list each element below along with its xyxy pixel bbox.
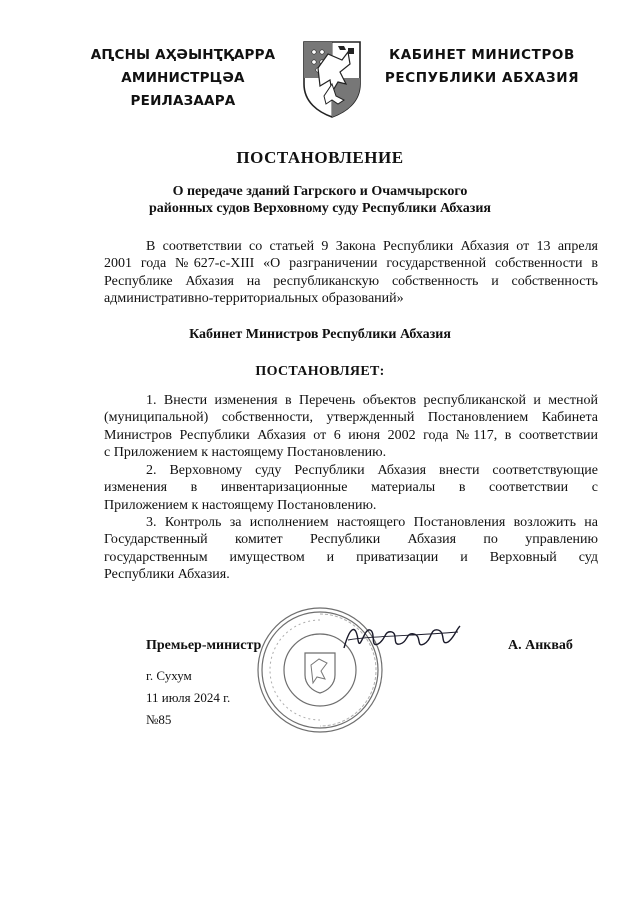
coat-of-arms-icon <box>302 38 362 118</box>
document-subject <box>100 183 540 217</box>
item-1-paragraph <box>104 392 598 462</box>
header-left-line2: АМИНИСТРЦӘА РЕИЛАЗААРА <box>121 70 245 109</box>
item-line: 3. Контроль за исполнением настоящего Постановления возложить на <box>146 515 598 530</box>
item-line: Государственный комитет Республики Абхазия по управлению <box>104 532 598 548</box>
signatory-position: Премьер-министр <box>146 638 262 653</box>
preamble-line: Республике Абхазия на республиканскую собственность и собственность <box>104 273 598 289</box>
item-line: (муниципальной) собственности, утвержденный Постановлением Кабинета <box>104 410 598 426</box>
item-line: изменения в инвентаризационные материалы в соответствии с <box>104 480 598 496</box>
place-of-issue: г. Сухум <box>146 668 192 683</box>
subject-line-1: О передаче зданий Гагрского и Очамчырского <box>172 184 468 199</box>
document-number: №85 <box>146 712 172 727</box>
document-title: ПОСТАНОВЛЕНИЕ <box>236 148 404 167</box>
item-line: 1. Внести изменения в Перечень объектов республиканской и местной <box>146 393 598 408</box>
item-2-paragraph <box>104 462 598 514</box>
item-3-paragraph <box>104 514 598 584</box>
preamble-line: административно-территориальных образований» <box>104 291 404 307</box>
header-left-line1: АԤСНЫ АҲӘЫНҬҚАРРА <box>90 47 276 63</box>
header-left-abkhaz <box>78 44 288 113</box>
item-line: Министров Республики Абхазия от 6 июня 2002 года №117, в соответствии <box>104 427 598 443</box>
item-line: государственным имуществом и приватизации и Верховный суд <box>104 549 598 565</box>
preamble-paragraph <box>104 238 598 308</box>
decree-heading: ПОСТАНОВЛЯЕТ: <box>255 364 385 379</box>
header-right-russian <box>382 44 582 90</box>
subject-line-2: районных судов Верховному суду Республики Абхазия <box>149 201 491 216</box>
preamble-line: В соответствии со статьей 9 Закона Республики Абхазия от 13 апреля <box>146 239 598 254</box>
date-of-issue: 11 июля 2024 г. <box>146 690 231 705</box>
signatory-name: А. Анкваб <box>508 638 573 653</box>
signature-icon <box>340 618 465 658</box>
item-line: Приложением к настоящему Постановлению. <box>104 497 377 513</box>
issuer-heading: Кабинет Министров Республики Абхазия <box>189 327 451 342</box>
item-line: с Приложением к настоящему Постановлению. <box>104 445 387 461</box>
item-line: 2. Верховному суду Республики Абхазия внести соответствующие <box>146 463 598 478</box>
header-right-line1: КАБИНЕТ МИНИСТРОВ <box>389 47 575 63</box>
preamble-line: 2001 года №627-с-XIII «О разграничении государственной собственности в <box>104 256 598 272</box>
item-line: Республики Абхазия. <box>104 567 230 583</box>
header-right-line2: РЕСПУБЛИКИ АБХАЗИЯ <box>384 70 580 86</box>
